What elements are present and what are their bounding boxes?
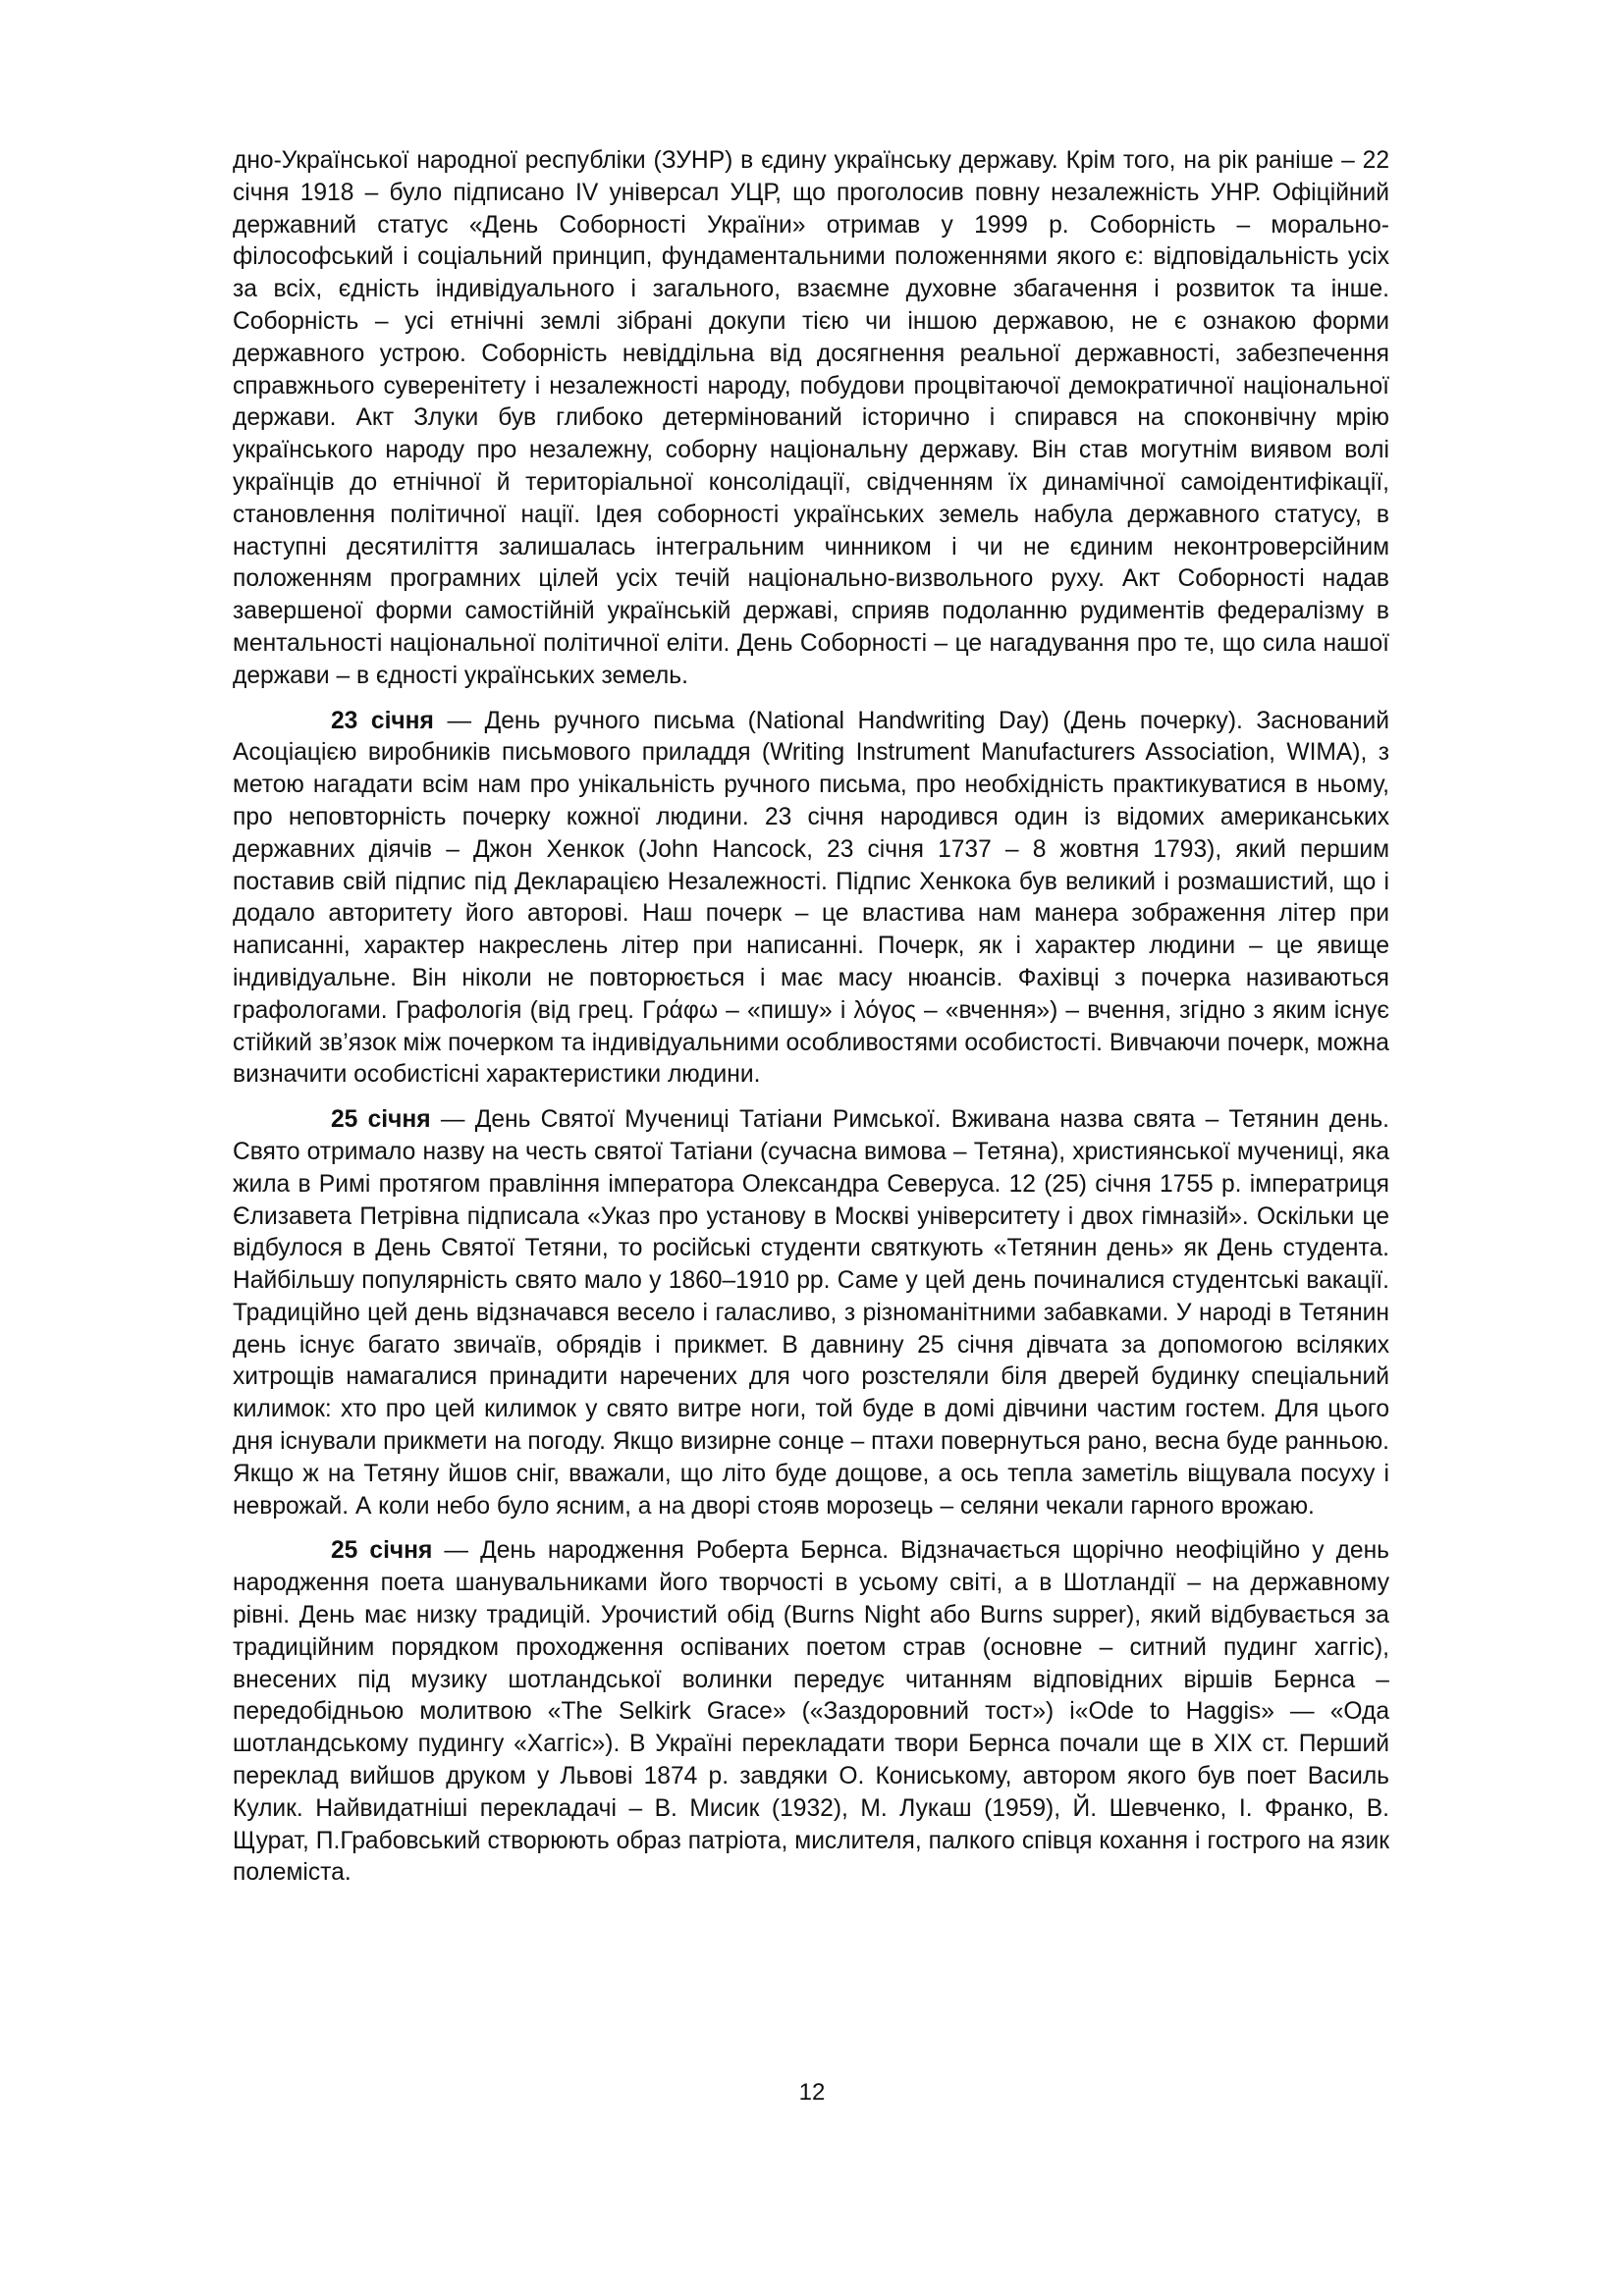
paragraph-text: дно-Української народної республіки (ЗУНР) в єдину українську державу. Крім того, на рік раніше – 22 січня 1918 – було підписано IV універсал УЦР, що проголосив повну незалежність УНР. Офіційний державний статус «День Соборності України» отримав у 1999 р. Соборність – морально-філософський і соціальний принцип, фундаментальними положеннями якого є: відповідальність усіх за всіх, єдність індивідуального і загального, взаємне духовне збагачення і розвиток та інше. Соборність – усі етнічні землі зібрані докупи тією чи іншою державою, не є ознакою форми державного устрою. Соборність невіддільна від досягнення реальної державності, забезпечення справжнього суверенітету і незалежності народу, побудови процвітаючої демократичної національної держави. Акт Злуки був глибоко детермінований історично і спирався на споконвічну мрію українського народу про незалежну, соборну національну державу. Він став могутнім виявом волі українців до етнічної й територіальної консолідації, свідченням їх динамічної самоідентифікації, становлення політичної нації. Ідея соборності українських земель набула державного статусу, в наступні десятиліття залишалась інтегральним чинником і чи не єдиним неконтроверсійним положенням програмних цілей усіх течій національно-визвольного руху. Акт Соборності надав завершеної форми самостійній українській державі, сприяв подоланню рудиментів федералізму в ментальності національної політичної еліти. День Соборності – це нагадування про те, що сила нашої держави – в єдності українських земель. <box>233 147 1389 689</box>
entry-date: 25 січня <box>331 1106 431 1134</box>
date-separator: — <box>433 707 485 734</box>
paragraph-text: День народження Роберта Бернса. Відзначається щорічно неофіційно у день народження поета шанувальниками його творчості в усьому світі, а в Шотландії – на державному рівні. День має низку традицій. Урочистий обід (Burns Night або Burns supper), який відбувається за традиційним порядком проходження оспіваних поетом страв (основне – ситний пудинг хаггіс), внесених під музику шотландської волинки передує читанням відповідних віршів Бернса – передобідньою молитвою «The Selkirk Grace» («Заздоровний тост») і«Ode to Haggis» — «Ода шотландському пудингу «Хаггіс»). В Україні перекладати твори Бернса почали ще в XIX ст. Перший переклад вийшов друком у Львові 1874 р. завдяки О. Кониському, автором якого був поет Василь Кулик. Найвидатніші перекладачі – В. Мисик (1932), М. Лукаш (1959), Й. Шевченко, І. Франко, В. Щурат, П.Грабовський створюють образ патріота, мислителя, палкого співця кохання і гострого на язик полеміста. <box>233 1537 1389 1887</box>
paragraph-tatiana-day <box>233 1104 1389 1522</box>
paragraph-burns-day <box>233 1535 1389 1890</box>
date-separator: — <box>432 1537 481 1565</box>
page-number: 12 <box>798 2079 826 2106</box>
date-separator: — <box>430 1106 475 1134</box>
document-page <box>233 145 1389 1902</box>
paragraph-handwriting-day <box>233 706 1389 1093</box>
entry-date: 23 січня <box>331 707 434 734</box>
entry-date: 25 січня <box>331 1537 433 1565</box>
paragraph-sobornist-continued <box>233 145 1389 693</box>
paragraph-text: День ручного письма (National Handwriting Day) (День почерку). Заснований Асоціацією виробників письмового приладдя (Writing Instrument Manufacturers Association, WIMA), з метою нагадати всім нам про унікальність ручного письма, про необхідність практикуватися в ньому, про неповторність почерку кожної людини. 23 січня народився один із відомих американських державних діячів – Джон Хенкок (John Hancock, 23 січня 1737 – 8 жовтня 1793), який першим поставив свій підпис під Декларацією Незалежності. Підпис Хенкока був великий і розмашистий, що і додало авторитету його авторові. Наш почерк – це властива нам манера зображення літер при написанні, характер накреслень літер при написанні. Почерк, як і характер людини – це явище індивідуальне. Він ніколи не повторюється і має масу нюансів. Фахівці з почерка називаються графологами. Графологія (від грец. Γράφω – «пишу» і λόγος – «вчення») – вчення, згідно з яким існує стійкий зв’язок між почерком та індивідуальними особливостями особистості. Вивчаючи почерк, можна визначити особистісні характеристики людини. <box>233 707 1390 1089</box>
paragraph-text: День Святої Мучениці Татіани Римської. Вживана назва свята – Тетянин день. Свято отримало назву на честь святої Татіани (сучасна вимова – Тетяна), християнської мучениці, яка жила в Римі протягом правління імператора Олександра Северуса. 12 (25) січня 1755 р. імператриця Єлизавета Петрівна підписала «Указ про установу в Москві університету і двох гімназій». Оскільки це відбулося в День Святої Тетяни, то російські студенти святкують «Тетянин день» як День студента. Найбільшу популярність свято мало у 1860–1910 рр. Саме у цей день починалися студентські вакації. Традиційно цей день відзначався весело і галасливо, з різноманітними забавками. У народі в Тетянин день існує багато звичаїв, обрядів і прикмет. В давнину 25 січня дівчата за допомогою всіляких хитрощів намагалися принадити наречених для чого розстеляли біля дверей будинку спеціальний килимок: хто про цей килимок у свято витре ноги, той буде в домі дівчини частим гостем. Для цього дня існували прикмети на погоду. Якщо визирне сонце – птахи повернуться рано, весна буде ранньою. Якщо ж на Тетяну йшов сніг, вважали, що літо буде дощове, а ось тепла заметіль віщувала посуху і неврожай. А коли небо було ясним, а на дворі стояв морозець – селяни чекали гарного врожаю. <box>233 1106 1390 1520</box>
